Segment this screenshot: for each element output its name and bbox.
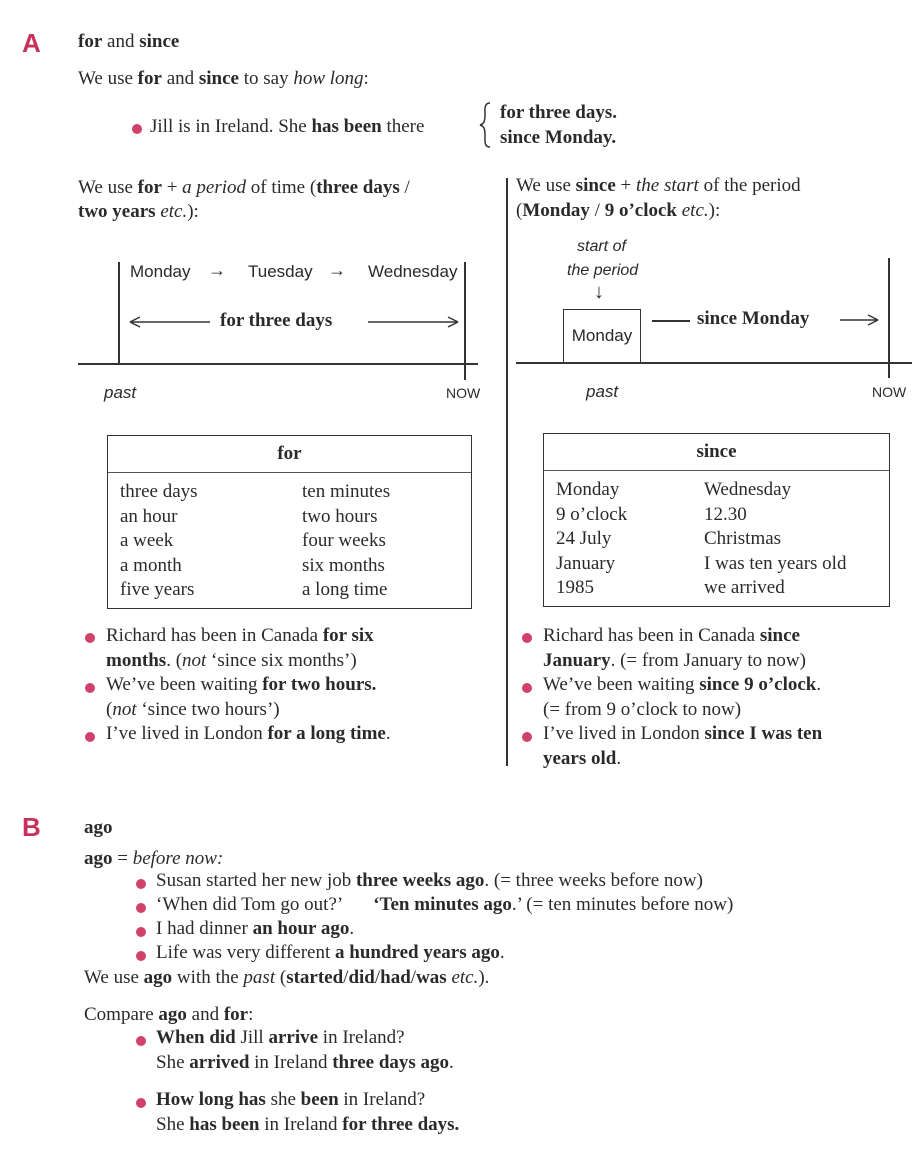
table-cell: Wednesday	[704, 479, 792, 500]
for-table-header: for	[108, 436, 471, 473]
for-example-3-line1: I’ve lived in London for a long time.	[106, 723, 391, 744]
for-example-1-line2: months. (not ‘since six months’)	[106, 650, 357, 671]
ago-past-note: We use ago with the past (started/did/had/was etc.).	[84, 967, 490, 988]
bullet-icon	[522, 732, 532, 742]
right-arrow-icon	[838, 311, 882, 329]
example-lead: Jill is in Ireland. She has been there	[150, 116, 425, 137]
table-cell: Christmas	[704, 528, 782, 549]
for-description-line2: two years etc.):	[78, 201, 199, 222]
ago-example-3: I had dinner an hour ago.	[156, 918, 355, 939]
table-cell: four weeks	[302, 530, 386, 551]
span-label-for: for three days	[220, 310, 333, 331]
table-cell: ten minutes	[302, 481, 391, 502]
day-monday: Monday	[130, 262, 191, 281]
timeline-axis	[516, 362, 912, 364]
since-example-1-line2: January. (= from January to now)	[543, 650, 806, 671]
section-a-letter: A	[22, 28, 41, 58]
table-cell: 1985	[556, 577, 594, 598]
table-cell: six months	[302, 554, 385, 576]
day-tuesday: Tuesday	[248, 262, 313, 281]
start-of-label: start of	[577, 238, 626, 255]
now-label: NOW	[446, 385, 481, 401]
since-example-1-line1: Richard has been in Canada since	[543, 625, 800, 646]
right-arrow-icon: →	[208, 260, 226, 280]
section-a-intro: We use for and since to say how long:	[78, 68, 369, 89]
for-example-2-line2: (not ‘since two hours’)	[106, 699, 280, 720]
table-cell: 12.30	[704, 503, 747, 525]
bullet-icon	[522, 633, 532, 643]
bullet-icon	[85, 683, 95, 693]
for-table	[107, 435, 472, 609]
since-description-line1: We use since + the start of the period	[516, 175, 801, 196]
for-table-col1	[120, 480, 198, 603]
example-option-since: since Monday.	[500, 127, 617, 148]
table-cell: a month	[120, 554, 182, 576]
for-table-col2	[302, 480, 390, 603]
bullet-icon	[136, 1036, 146, 1046]
bullet-icon	[136, 927, 146, 937]
ago-example-1: Susan started her new job three weeks ago. (= three weeks before now)	[156, 870, 703, 891]
compare-2-line1: How long has she been in Ireland?	[156, 1089, 426, 1110]
compare-1-line1: When did Jill arrive in Ireland?	[156, 1027, 405, 1048]
bullet-icon	[136, 903, 146, 913]
past-label: past	[104, 383, 137, 402]
ago-example-4: Life was very different a hundred years ago.	[156, 942, 505, 963]
since-example-3-line1: I’ve lived in London since I was ten	[543, 723, 823, 744]
since-table	[543, 433, 890, 607]
table-cell: 24 July	[556, 528, 612, 549]
since-description-line2: (Monday / 9 o’clock etc.):	[516, 200, 721, 221]
example-option-for: for three days.	[500, 102, 617, 123]
table-cell: I was ten years old	[704, 552, 847, 574]
monday-box	[563, 309, 641, 363]
table-cell: Monday	[556, 479, 620, 500]
for-example-1-line1: Richard has been in Canada for six	[106, 625, 374, 646]
timeline-start-tick	[118, 262, 120, 364]
table-cell: a week	[120, 530, 174, 551]
ago-example-2: ‘When did Tom go out?’ ‘Ten minutes ago.’ (= ten minutes before now)	[156, 894, 734, 915]
timeline-now-tick	[888, 258, 890, 378]
table-cell: five years	[120, 579, 195, 600]
for-example-2-line1: We’ve been waiting for two hours.	[106, 674, 377, 695]
bullet-icon	[132, 124, 142, 134]
bullet-icon	[85, 732, 95, 742]
since-table-header: since	[544, 434, 889, 471]
span-label-since: since Monday	[697, 308, 810, 329]
curly-brace-icon	[478, 101, 494, 149]
right-arrow-icon: →	[328, 260, 346, 280]
past-label: past	[586, 382, 619, 401]
since-example-2-line1: We’ve been waiting since 9 o’clock.	[543, 674, 822, 695]
bullet-icon	[85, 633, 95, 643]
column-divider	[506, 178, 508, 766]
table-cell: 9 o’clock	[556, 503, 628, 525]
table-cell: two hours	[302, 505, 378, 527]
compare-2-line2: She has been in Ireland for three days.	[156, 1114, 460, 1135]
timeline-axis	[78, 363, 478, 365]
section-b-letter: B	[22, 812, 41, 842]
section-a-heading: for and since	[78, 31, 180, 52]
compare-heading: Compare ago and for:	[84, 1004, 254, 1025]
table-cell: we arrived	[704, 577, 785, 598]
now-label: NOW	[872, 384, 907, 400]
table-cell: three days	[120, 481, 198, 502]
table-cell: an hour	[120, 505, 178, 527]
bullet-icon	[136, 1098, 146, 1108]
ago-definition: ago = before now:	[84, 848, 224, 869]
table-cell: January	[556, 552, 616, 574]
the-period-label: the period	[567, 262, 639, 279]
bullet-icon	[136, 951, 146, 961]
compare-1-line2: She arrived in Ireland three days ago.	[156, 1052, 454, 1073]
since-table-col1	[556, 478, 627, 601]
since-table-col2	[704, 478, 846, 601]
day-wednesday: Wednesday	[368, 262, 458, 281]
section-b-heading: ago	[84, 817, 113, 838]
monday-box-label: Monday	[571, 326, 633, 345]
table-cell: a long time	[302, 579, 388, 600]
bullet-icon	[522, 683, 532, 693]
down-arrow-icon: ↓	[594, 281, 604, 303]
bullet-icon	[136, 879, 146, 889]
for-description-line1: We use for + a period of time (three days /	[78, 177, 410, 198]
since-example-3-line2: years old.	[543, 748, 622, 769]
since-example-2-line2: (= from 9 o’clock to now)	[543, 699, 742, 720]
arrow-line	[652, 320, 690, 322]
